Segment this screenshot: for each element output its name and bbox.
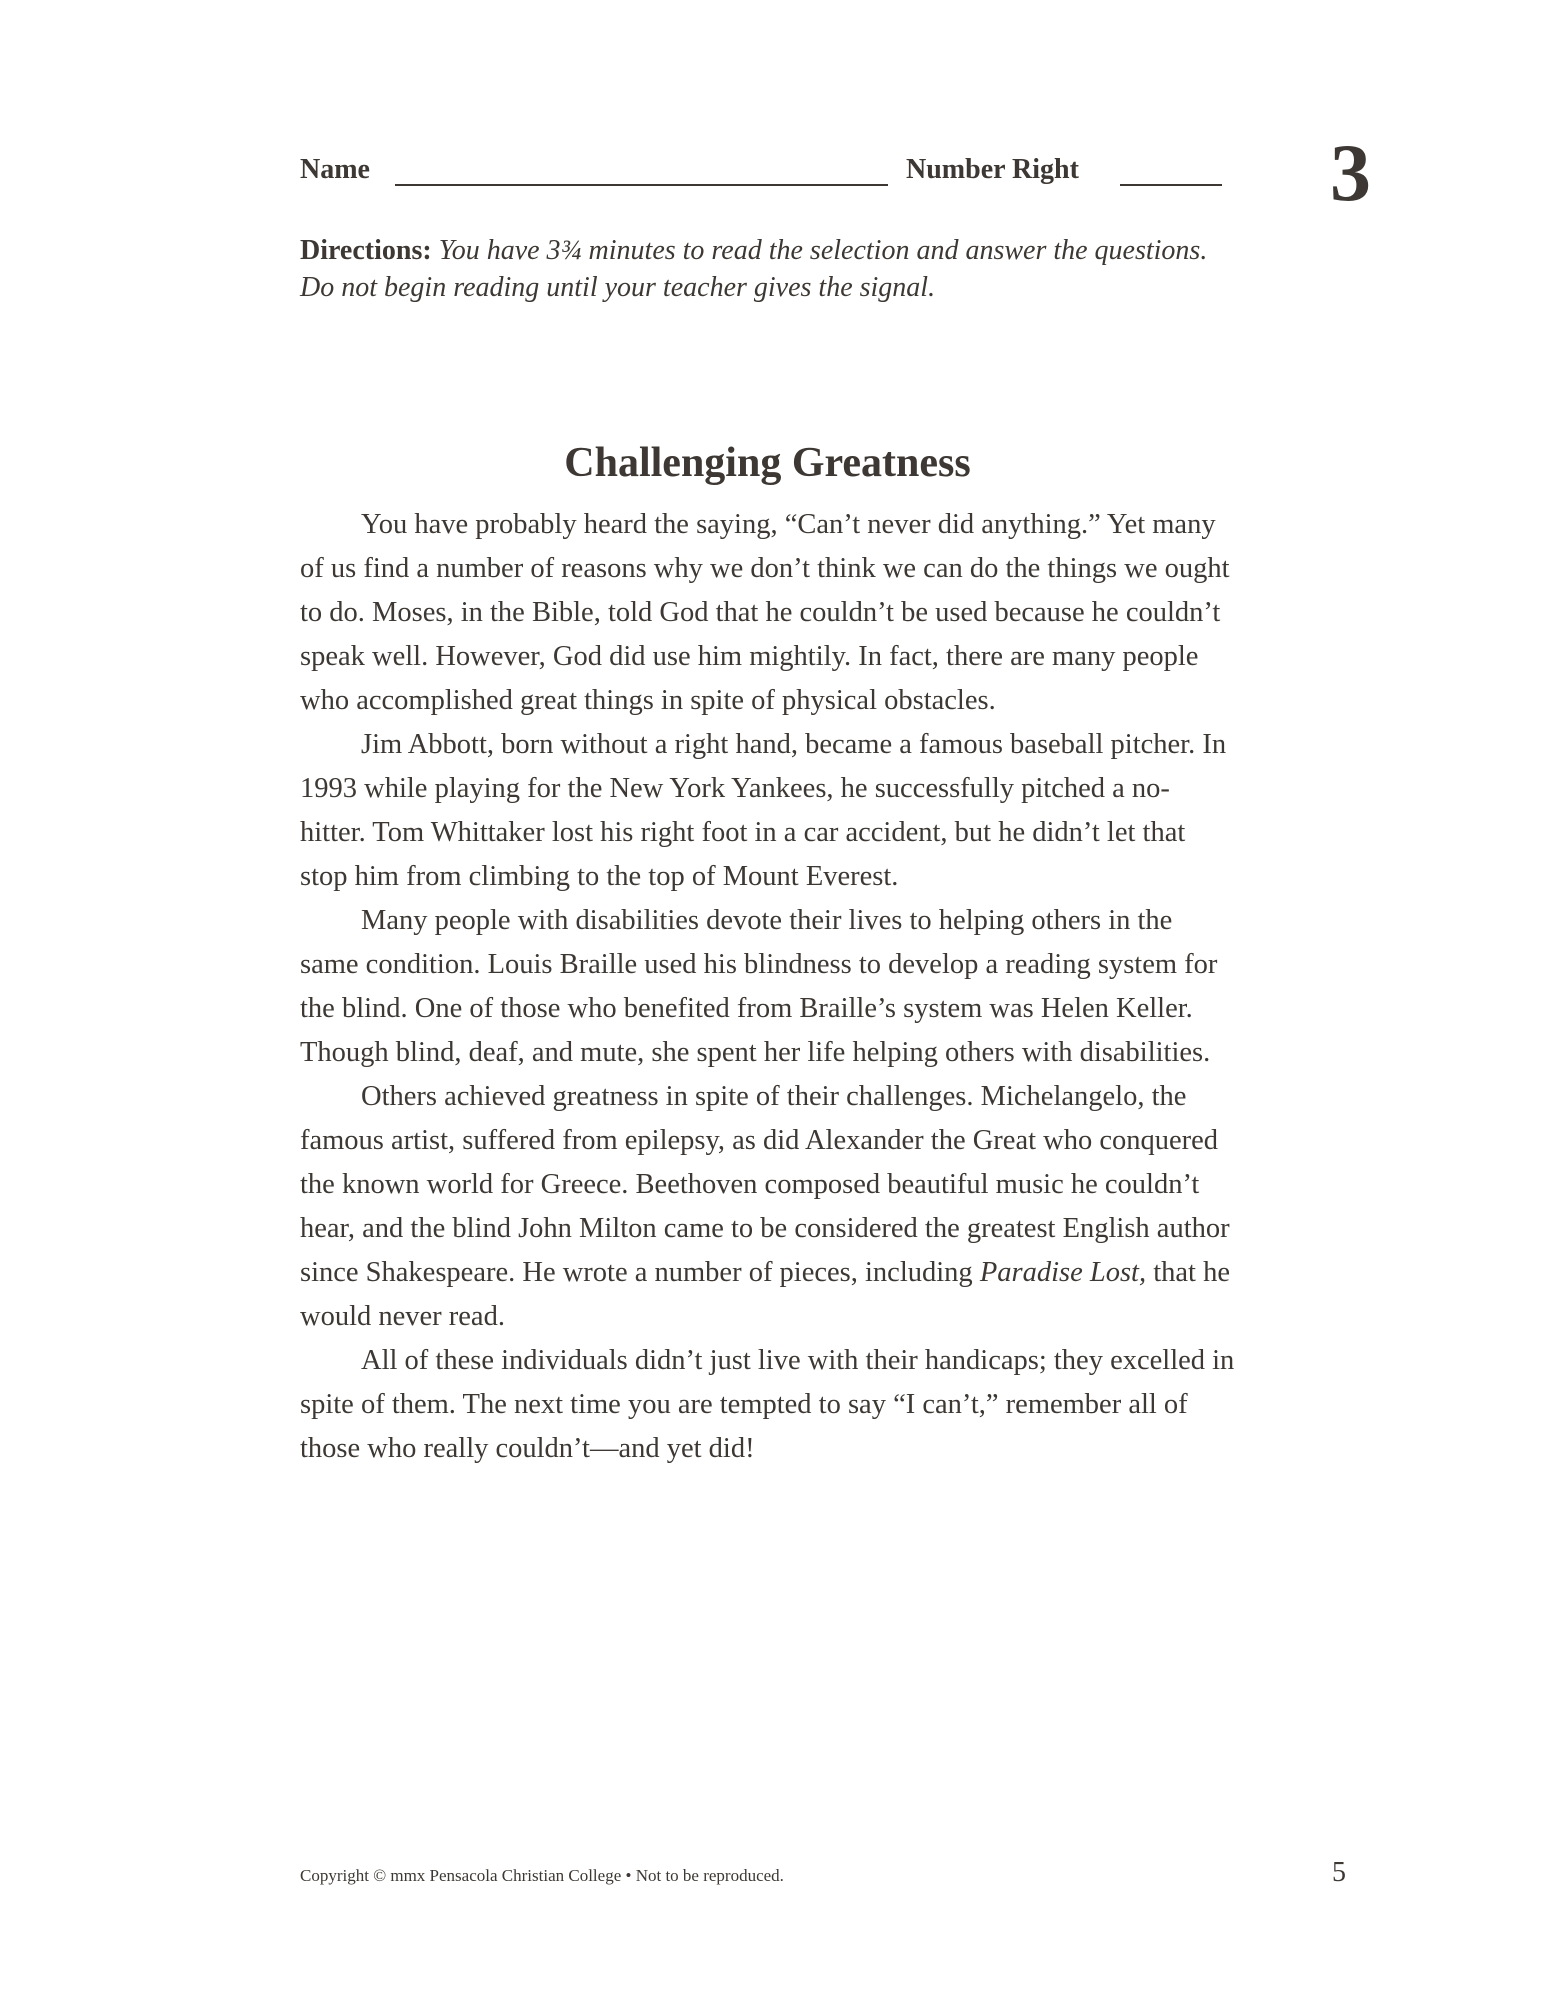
article-body — [300, 503, 1235, 1471]
paragraph-4-text-before: Others achieved greatness in spite of their challenges. Michelangelo, the famous artist, suffered from epilepsy, as did Alexander the Great who conquered the known world for Greece. Beethoven composed beautiful music he couldn’t hear, and the blind John Milton came to be considered the greatest English author since Shakespeare. He wrote a number of pieces, including — [300, 1081, 1230, 1288]
paragraph-4-text-after: that he would never read. — [300, 1257, 1230, 1332]
paradise-lost-title: Paradise Lost, — [979, 1257, 1147, 1288]
worksheet-header — [300, 150, 1240, 190]
directions-text: You have 3¾ minutes to read the selection and answer the questions. Do not begin reading until your teacher gives the signal. — [300, 235, 1208, 303]
paragraph-2: Jim Abbott, born without a right hand, became a famous baseball pitcher. In 1993 while playing for the New York Yankees, he successfully pitched a no-hitter. Tom Whittaker lost his right foot in a car accident, but he didn’t let that stop him from climbing to the top of Mount Everest. — [300, 729, 1227, 892]
paragraph-1: You have probably heard the saying, “Can’t never did anything.” Yet many of us find a number of reasons why we don’t think we can do the things we ought to do. Moses, in the Bible, told God that he couldn’t be used because he couldn’t speak well. However, God did use him mightily. In fact, there are many people who accomplished great things in spite of physical obstacles. — [300, 509, 1230, 716]
number-right-blank-line[interactable] — [1120, 184, 1222, 186]
number-right-label: Number Right — [906, 154, 1079, 185]
page-number: 5 — [1332, 1857, 1346, 1888]
paragraph-3: Many people with disabilities devote their lives to helping others in the same condition. Louis Braille used his blindness to develop a reading system for the blind. One of those who benefited from Braille’s system was Helen Keller. Though blind, deaf, and mute, she spent her life helping others with disabilities. — [300, 905, 1218, 1068]
name-blank-line[interactable] — [395, 184, 888, 186]
directions — [300, 232, 1240, 306]
directions-label: Directions: — [300, 235, 432, 266]
name-label: Name — [300, 154, 370, 185]
copyright-notice: Copyright © mmx Pensacola Christian College • Not to be reproduced. — [300, 1866, 784, 1885]
paragraph-5: All of these individuals didn’t just live with their handicaps; they excelled in spite of them. The next time you are tempted to say “I can’t,” remember all of those who really couldn’t—and yet did! — [300, 1345, 1235, 1464]
worksheet-number: 3 — [1330, 127, 1371, 218]
paragraph-4 — [300, 1075, 1235, 1339]
article-title: Challenging Greatness — [564, 440, 971, 486]
